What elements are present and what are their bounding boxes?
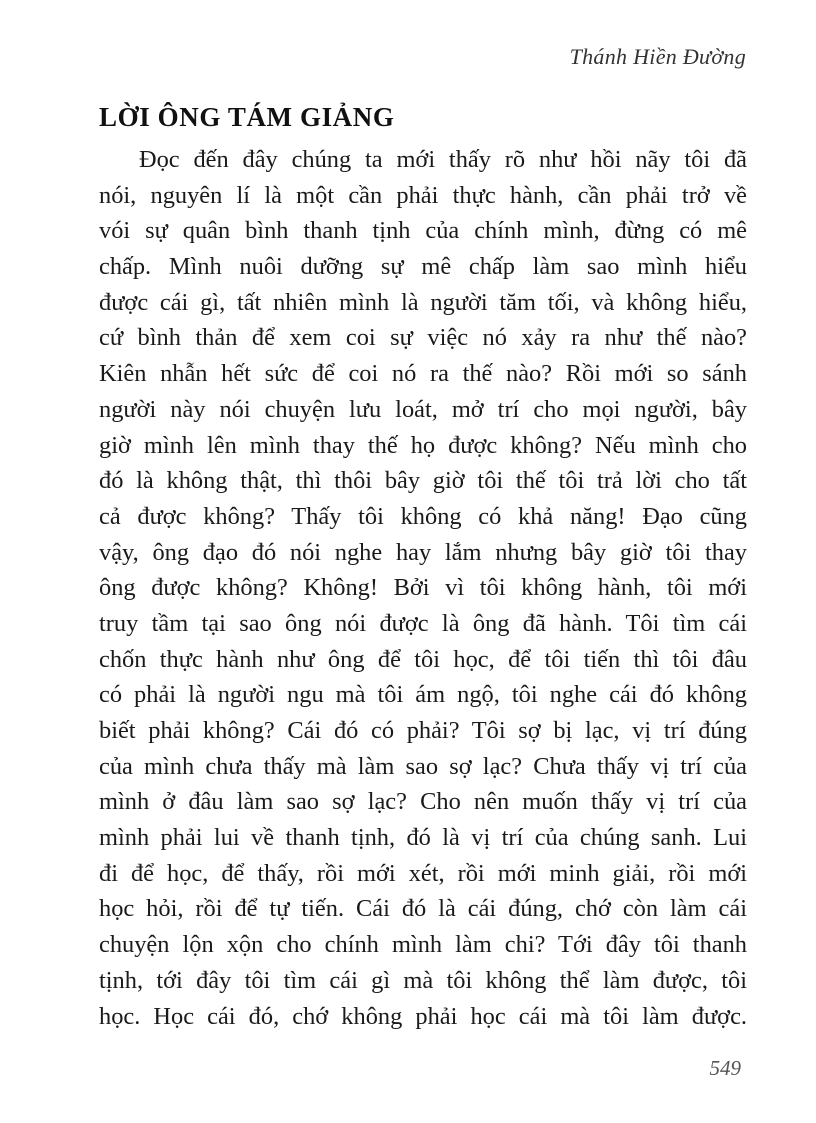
text-line: biết phải không? Cái đó có phải? Tôi sợ bị lạc, vị trí đúng — [99, 717, 747, 744]
text-line: truy tầm tại sao ông nói được là ông đã hành. Tôi tìm cái — [99, 609, 747, 637]
text-line: Kiên nhẫn hết sức để coi nó ra thế nào? Rồi mới so sánh — [99, 360, 747, 388]
text-line: mình ở đâu làm sao sợ lạc? Cho nên muốn thấy vị trí của — [99, 788, 747, 816]
body-text — [99, 142, 747, 1034]
text-line: tịnh, tới đây tôi tìm cái gì mà tôi không thể làm được, tôi — [99, 966, 747, 994]
text-line: đó là không thật, thì thôi bây giờ tôi thế tôi trả lời cho tất — [99, 467, 747, 495]
text-line: Đọc đến đây chúng ta mới thấy rõ như hồi nãy tôi đã — [139, 146, 747, 173]
text-line: vói sự quân bình thanh tịnh của chính mình, đừng có mê — [99, 217, 747, 245]
text-line: có phải là người ngu mà tôi ám ngộ, tôi nghe cái đó không — [99, 681, 747, 709]
text-line: cứ bình thản để xem coi sự việc nó xảy ra như thế nào? — [99, 324, 747, 352]
text-line: vậy, ông đạo đó nói nghe hay lắm nhưng bây giờ tôi thay — [99, 538, 747, 566]
section-title: LỜI ÔNG TÁM GIẢNG — [99, 102, 395, 132]
text-line: của mình chưa thấy mà làm sao sợ lạc? Chưa thấy vị trí của — [99, 752, 747, 780]
text-line: giờ mình lên mình thay thế họ được không? Nếu mình cho — [99, 431, 747, 459]
running-header: Thánh Hiền Đường — [569, 44, 746, 69]
text-line: được cái gì, tất nhiên mình là người tăm tối, và không hiểu, — [99, 288, 747, 316]
text-line: chuyện lộn xộn cho chính mình làm chi? Tới đây tôi thanh — [99, 931, 747, 959]
text-line: nói, nguyên lí là một cần phải thực hành, cần phải trở về — [99, 181, 747, 209]
text-line: học hỏi, rồi để tự tiến. Cái đó là cái đúng, chớ còn làm cái — [99, 895, 747, 923]
text-line: chốn thực hành như ông để tôi học, để tôi tiến thì tôi đâu — [99, 645, 747, 673]
text-line: cả được không? Thấy tôi không có khả năng! Đạo cũng — [99, 502, 747, 530]
page-number: 549 — [709, 1056, 741, 1080]
text-line: ông được không? Không! Bởi vì tôi không hành, tôi mới — [99, 574, 747, 602]
text-line: học. Học cái đó, chớ không phải học cái mà tôi làm được. — [99, 1002, 747, 1030]
text-line: người này nói chuyện lưu loát, mở trí cho mọi người, bây — [99, 395, 747, 423]
text-line: mình phải lui về thanh tịnh, đó là vị trí của chúng sanh. Lui — [99, 824, 747, 852]
text-line: đi để học, để thấy, rồi mới xét, rồi mới minh giải, rồi mới — [99, 859, 747, 887]
text-line: chấp. Mình nuôi dưỡng sự mê chấp làm sao mình hiểu — [99, 253, 747, 281]
